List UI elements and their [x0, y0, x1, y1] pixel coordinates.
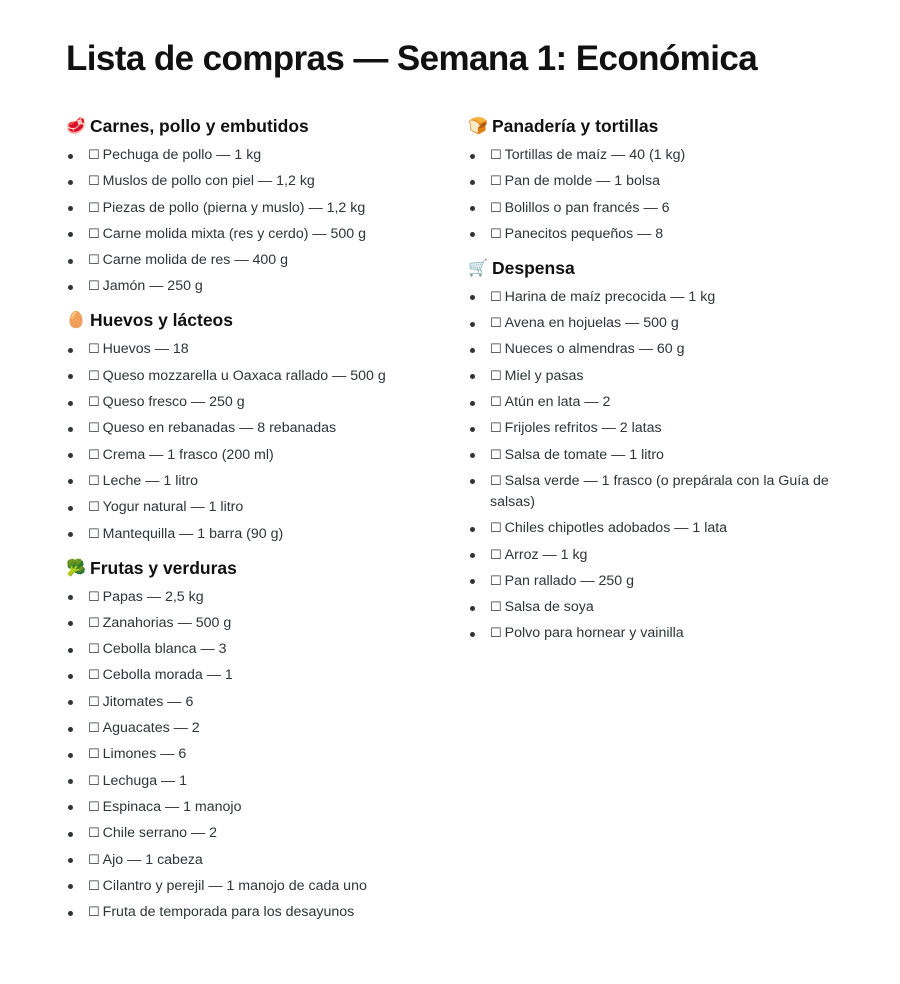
checkbox-icon[interactable]: ☐	[490, 600, 502, 616]
list-item	[66, 639, 468, 660]
list-item	[66, 902, 468, 923]
checkbox-icon[interactable]: ☐	[88, 342, 100, 358]
list-item	[468, 418, 834, 439]
list-item-text: Queso mozzarella u Oaxaca rallado — 500 g	[102, 367, 386, 384]
list-item	[66, 276, 468, 297]
section-frutas-y-verduras	[66, 555, 468, 924]
list-item-text: Zanahorias — 500 g	[102, 614, 232, 631]
item-list	[66, 587, 468, 924]
list-item-text: Salsa de tomate — 1 litro	[504, 446, 664, 463]
checkbox-icon[interactable]: ☐	[88, 721, 100, 737]
checkbox-icon[interactable]: ☐	[88, 668, 100, 684]
list-item-text: Chiles chipotles adobados — 1 lata	[504, 520, 728, 537]
checkbox-icon[interactable]: ☐	[490, 473, 502, 489]
checkbox-icon[interactable]: ☐	[88, 589, 100, 605]
list-item-text: Bolillos o pan francés — 6	[504, 199, 670, 216]
item-list	[66, 145, 468, 297]
checkbox-icon[interactable]: ☐	[490, 421, 502, 437]
list-item	[66, 445, 468, 466]
list-item-text: Muslos de pollo con piel — 1,2 kg	[102, 173, 315, 190]
list-item	[66, 392, 468, 413]
checkbox-icon[interactable]: ☐	[88, 773, 100, 789]
list-item	[66, 876, 468, 897]
list-item-text: Pan rallado — 250 g	[504, 572, 635, 589]
list-item	[66, 171, 468, 192]
list-item	[66, 418, 468, 439]
checkbox-icon[interactable]: ☐	[88, 747, 100, 763]
list-item-text: Salsa verde — 1 frasco (o prepárala con la Guía de salsas)	[490, 472, 829, 510]
list-item	[66, 250, 468, 271]
list-item-text: Frijoles refritos — 2 latas	[504, 420, 662, 437]
broccoli-icon: 🥦	[66, 557, 86, 577]
list-item-text: Carne molida mixta (res y cerdo) — 500 g	[102, 225, 367, 242]
list-item	[468, 198, 834, 219]
list-item-text: Piezas de pollo (pierna y muslo) — 1,2 kg	[102, 199, 366, 216]
checkbox-icon[interactable]: ☐	[88, 473, 100, 489]
list-item	[66, 718, 468, 739]
section-title	[468, 113, 834, 139]
checkbox-icon[interactable]: ☐	[490, 342, 502, 358]
checkbox-icon[interactable]: ☐	[88, 447, 100, 463]
list-item	[468, 571, 834, 592]
bread-icon: 🍞	[468, 116, 488, 135]
list-item-text: Yogur natural — 1 litro	[102, 499, 244, 516]
list-item	[468, 545, 834, 566]
list-item	[66, 797, 468, 818]
section-title-text: Panadería y tortillas	[492, 116, 659, 136]
list-item-text: Salsa de soya	[504, 599, 594, 616]
egg-icon: 🥚	[66, 310, 86, 330]
list-item	[66, 613, 468, 634]
checkbox-icon[interactable]: ☐	[490, 289, 502, 305]
list-item-text: Crema — 1 frasco (200 ml)	[102, 446, 274, 463]
checkbox-icon[interactable]: ☐	[88, 226, 100, 242]
list-item	[468, 224, 834, 245]
list-item	[66, 692, 468, 713]
list-item-text: Atún en lata — 2	[504, 394, 611, 411]
list-item	[468, 366, 834, 387]
checkbox-icon[interactable]: ☐	[490, 573, 502, 589]
shopping-cart-icon: 🛒	[468, 257, 488, 277]
list-item-text: Miel y pasas	[504, 367, 584, 384]
section-title-text: Despensa	[492, 257, 575, 278]
list-item	[66, 587, 468, 608]
list-item-text: Queso en rebanadas — 8 rebanadas	[102, 420, 337, 437]
list-item-text: Polvo para hornear y vainilla	[504, 625, 684, 642]
list-item	[66, 524, 468, 545]
checkbox-icon[interactable]: ☐	[88, 799, 100, 815]
section-title-text: Carnes, pollo y embutidos	[90, 116, 309, 136]
checkbox-icon[interactable]: ☐	[490, 368, 502, 384]
checkbox-icon[interactable]: ☐	[88, 500, 100, 516]
section-title	[468, 255, 834, 281]
checkbox-icon[interactable]: ☐	[88, 642, 100, 658]
list-item-text: Avena en hojuelas — 500 g	[504, 315, 679, 332]
section-panaderia-y-tortillas	[468, 113, 834, 245]
checkbox-icon[interactable]: ☐	[490, 521, 502, 537]
list-item-text: Jamón — 250 g	[102, 278, 203, 295]
list-item-text: Pechuga de pollo — 1 kg	[102, 147, 262, 163]
list-item	[468, 597, 834, 618]
list-item-text: Huevos — 18	[102, 341, 189, 358]
list-item	[468, 171, 834, 192]
list-item	[468, 623, 834, 644]
checkbox-icon[interactable]: ☐	[490, 447, 502, 463]
checkbox-icon[interactable]: ☐	[88, 905, 100, 921]
checkbox-icon[interactable]: ☐	[88, 148, 100, 163]
columns	[66, 113, 834, 933]
list-item	[66, 771, 468, 792]
checkbox-icon[interactable]: ☐	[88, 526, 100, 542]
section-huevos-y-lacteos	[66, 307, 468, 544]
list-item-text: Panecitos pequeños — 8	[504, 225, 664, 242]
checkbox-icon[interactable]: ☐	[88, 852, 100, 868]
list-item-text: Harina de maíz precocida — 1 kg	[504, 288, 716, 305]
list-item	[66, 850, 468, 871]
list-item-text: Limones — 6	[102, 746, 187, 763]
list-item	[468, 145, 834, 166]
checkbox-icon[interactable]: ☐	[490, 174, 502, 190]
list-item-text: Queso fresco — 250 g	[102, 394, 245, 411]
list-item-text: Lechuga — 1	[102, 772, 188, 789]
section-carnes-pollo-y-embutidos	[66, 113, 468, 297]
list-item	[468, 518, 834, 539]
checkbox-icon[interactable]: ☐	[88, 694, 100, 710]
list-item-text: Ajo — 1 cabeza	[102, 851, 203, 868]
list-item-text: Chile serrano — 2	[102, 825, 217, 842]
section-title	[66, 113, 468, 139]
checkbox-icon[interactable]: ☐	[88, 826, 100, 842]
list-item-text: Cebolla morada — 1	[102, 667, 233, 684]
checkbox-icon[interactable]: ☐	[490, 316, 502, 332]
checkbox-icon[interactable]: ☐	[88, 279, 100, 295]
list-item	[66, 224, 468, 245]
list-item	[66, 198, 468, 219]
checkbox-icon[interactable]: ☐	[88, 878, 100, 894]
list-item	[66, 471, 468, 492]
section-title	[66, 307, 468, 333]
list-item-text: Espinaca — 1 manojo	[102, 798, 242, 815]
page-title: Lista de compras — Semana 1: Económica	[66, 39, 758, 78]
list-item	[468, 339, 834, 360]
list-item	[66, 339, 468, 360]
list-item-text: Mantequilla — 1 barra (90 g)	[102, 525, 284, 542]
checkbox-icon[interactable]: ☐	[88, 615, 100, 631]
section-title-text: Frutas y verduras	[90, 557, 237, 578]
list-item-text: Fruta de temporada para los desayunos	[102, 904, 355, 921]
checkbox-icon[interactable]: ☐	[490, 148, 502, 163]
meat-icon: 🥩	[66, 116, 86, 135]
left-column	[66, 113, 468, 933]
list-item	[66, 497, 468, 518]
list-item	[66, 145, 468, 166]
list-item-text: Carne molida de res — 400 g	[102, 252, 288, 269]
item-list	[468, 145, 834, 245]
section-title-text: Huevos y lácteos	[90, 310, 233, 331]
list-item	[66, 665, 468, 686]
right-column	[468, 113, 834, 933]
checkbox-icon[interactable]: ☐	[88, 174, 100, 190]
checkbox-icon[interactable]: ☐	[490, 626, 502, 642]
list-item-text: Cilantro y perejil — 1 manojo de cada uno	[102, 877, 367, 894]
list-item-text: Pan de molde — 1 bolsa	[504, 173, 661, 190]
item-list	[468, 287, 834, 645]
list-item-text: Tortillas de maíz — 40 (1 kg)	[504, 147, 686, 163]
list-item	[468, 471, 834, 513]
list-item-text: Papas — 2,5 kg	[102, 588, 204, 605]
list-item	[66, 744, 468, 765]
list-item-text: Arroz — 1 kg	[504, 546, 588, 563]
checkbox-icon[interactable]: ☐	[88, 368, 100, 384]
list-item	[468, 392, 834, 413]
checkbox-icon[interactable]: ☐	[490, 226, 502, 242]
checkbox-icon[interactable]: ☐	[88, 395, 100, 411]
section-title	[66, 555, 468, 581]
list-item	[468, 445, 834, 466]
list-item-text: Cebolla blanca — 3	[102, 641, 227, 658]
checkbox-icon[interactable]: ☐	[490, 547, 502, 563]
section-despensa	[468, 255, 834, 645]
checkbox-icon[interactable]: ☐	[88, 253, 100, 269]
list-item-text: Nueces o almendras — 60 g	[504, 341, 685, 358]
list-item-text: Jitomates — 6	[102, 693, 194, 710]
list-item	[468, 313, 834, 334]
checkbox-icon[interactable]: ☐	[490, 395, 502, 411]
list-item	[66, 366, 468, 387]
list-item	[66, 823, 468, 844]
item-list	[66, 339, 468, 544]
checkbox-icon[interactable]: ☐	[88, 421, 100, 437]
checkbox-icon[interactable]: ☐	[490, 200, 502, 216]
checkbox-icon[interactable]: ☐	[88, 200, 100, 216]
list-item-text: Leche — 1 litro	[102, 472, 199, 489]
list-item	[468, 287, 834, 308]
list-item-text: Aguacates — 2	[102, 720, 200, 737]
